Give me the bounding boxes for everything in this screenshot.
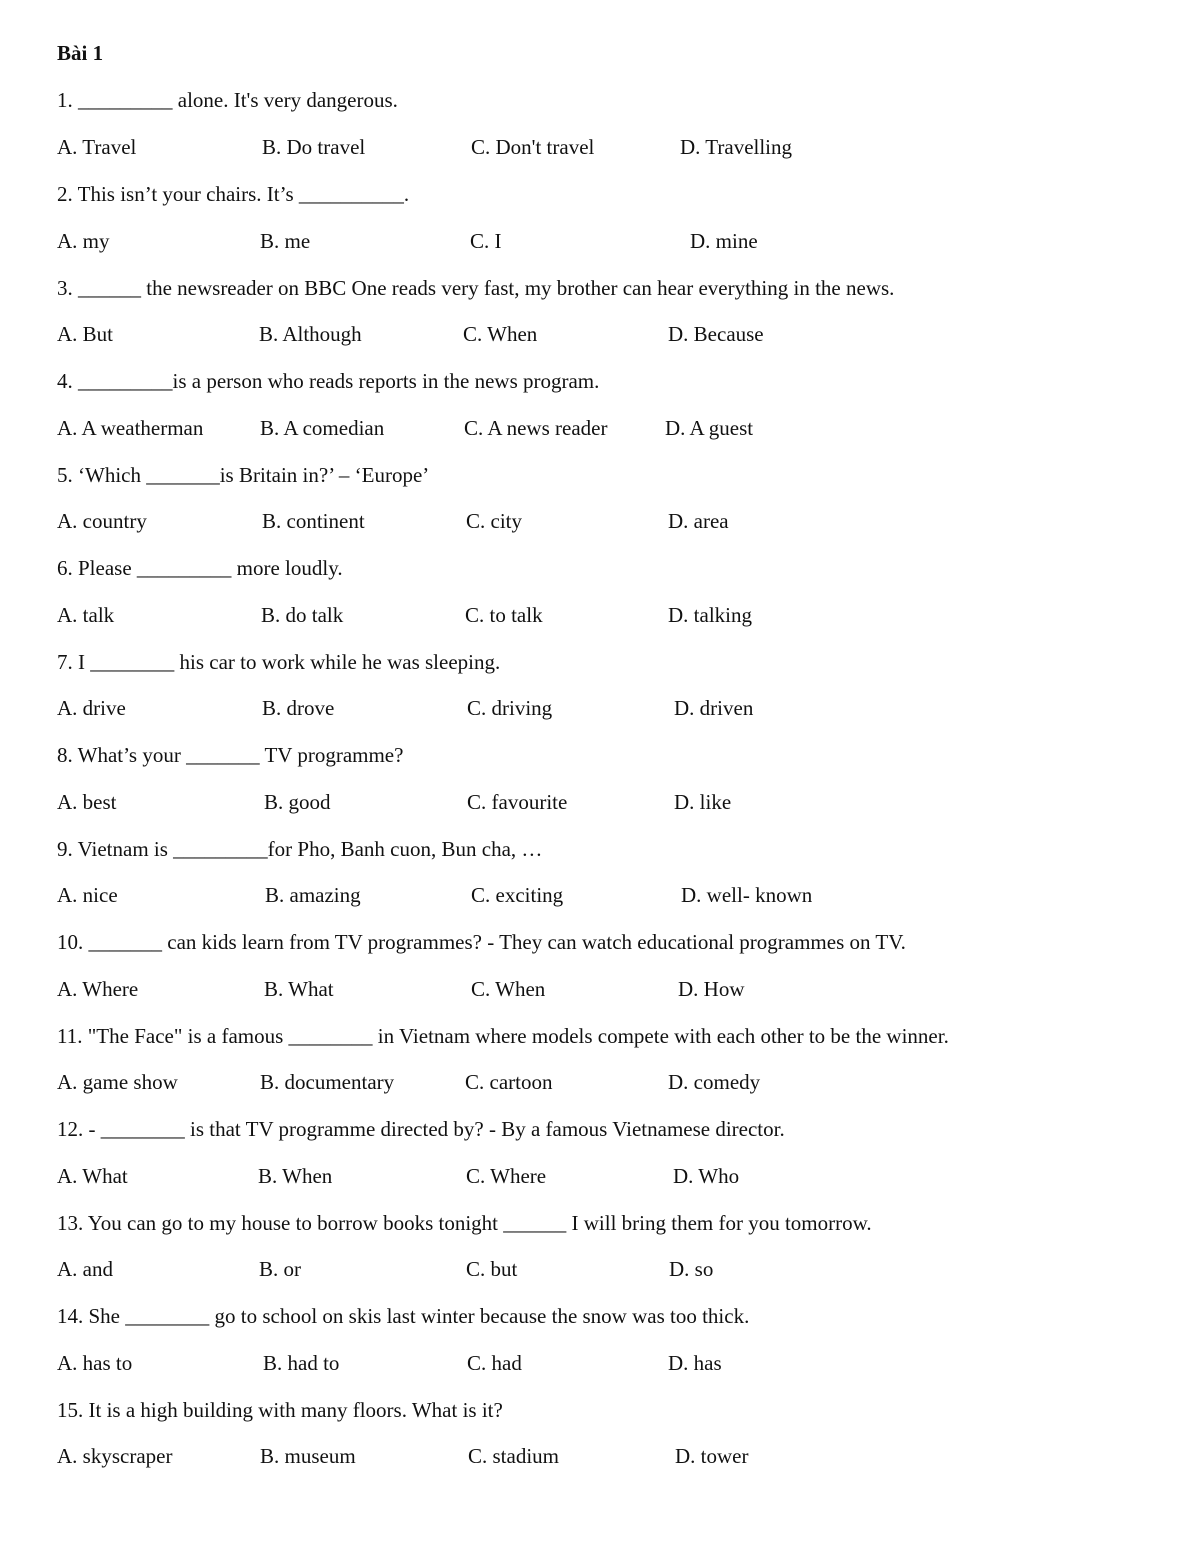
question-10: 10. _______ can kids learn from TV programmes? - They can watch educational programmes on TV. — [57, 930, 906, 954]
options-row-15 — [0, 1443, 1200, 1469]
question-7: 7. I ________ his car to work while he was sleeping. — [57, 650, 501, 674]
option-a: A. skyscraper — [57, 1444, 173, 1468]
option-d: D. tower — [675, 1444, 749, 1468]
option-a: A. What — [57, 1164, 128, 1188]
question-8: 8. What’s your _______ TV programme? — [57, 743, 404, 767]
option-a: A. country — [57, 509, 147, 533]
option-d: D. A guest — [665, 416, 754, 440]
options-row-12 — [0, 1163, 1200, 1189]
options-row-1 — [0, 134, 1200, 160]
option-d: D. Travelling — [680, 135, 793, 159]
option-c: C. Don't travel — [471, 135, 595, 159]
option-c: C. city — [466, 509, 522, 533]
option-c: C. driving — [467, 696, 553, 720]
option-b: B. museum — [260, 1444, 356, 1468]
option-a: A. my — [57, 229, 110, 253]
option-c: C. to talk — [465, 603, 543, 627]
option-d: D. well- known — [681, 883, 813, 907]
option-b: B. drove — [262, 696, 335, 720]
option-a: A. best — [57, 790, 117, 814]
option-c: C. favourite — [467, 790, 568, 814]
option-a: A. talk — [57, 603, 115, 627]
option-b: B. A comedian — [260, 416, 385, 440]
option-b: B. me — [260, 229, 311, 253]
options-row-10 — [0, 976, 1200, 1002]
options-row-14 — [0, 1350, 1200, 1376]
question-14: 14. She ________ go to school on skis last winter because the snow was too thick. — [57, 1304, 750, 1328]
option-a: A. game show — [57, 1070, 178, 1094]
option-a: A. Travel — [57, 135, 137, 159]
option-b: B. What — [264, 977, 334, 1001]
option-d: D. area — [668, 509, 729, 533]
question-5: 5. ‘Which _______is Britain in?’ – ‘Europe’ — [57, 463, 430, 487]
option-d: D. How — [678, 977, 745, 1001]
option-c: C. A news reader — [464, 416, 608, 440]
option-d: D. Who — [673, 1164, 740, 1188]
question-11: 11. "The Face" is a famous ________ in Vietnam where models compete with each other to be the winner. — [57, 1024, 949, 1048]
page-title: Bài 1 — [57, 41, 104, 65]
options-row-5 — [0, 508, 1200, 534]
option-b: B. good — [264, 790, 331, 814]
options-row-11 — [0, 1069, 1200, 1095]
option-d: D. so — [669, 1257, 714, 1281]
option-c: C. Where — [466, 1164, 547, 1188]
options-row-9 — [0, 882, 1200, 908]
option-a: A. and — [57, 1257, 113, 1281]
option-b: B. amazing — [265, 883, 361, 907]
options-row-4 — [0, 415, 1200, 441]
question-13: 13. You can go to my house to borrow books tonight ______ I will bring them for you tomorrow. — [57, 1211, 872, 1235]
option-b: B. or — [259, 1257, 301, 1281]
option-c: C. cartoon — [465, 1070, 553, 1094]
option-b: B. documentary — [260, 1070, 395, 1094]
question-1: 1. _________ alone. It's very dangerous. — [57, 88, 398, 112]
options-row-6 — [0, 602, 1200, 628]
option-b: B. had to — [263, 1351, 340, 1375]
option-c: C. exciting — [471, 883, 564, 907]
options-row-7 — [0, 695, 1200, 721]
option-b: B. do talk — [261, 603, 344, 627]
option-d: D. like — [674, 790, 732, 814]
option-a: A. But — [57, 322, 114, 346]
option-c: C. When — [471, 977, 546, 1001]
option-d: D. has — [668, 1351, 722, 1375]
option-d: D. driven — [674, 696, 754, 720]
option-b: B. When — [258, 1164, 333, 1188]
question-9: 9. Vietnam is _________for Pho, Banh cuon, Bun cha, … — [57, 837, 543, 861]
options-row-13 — [0, 1256, 1200, 1282]
option-d: D. mine — [690, 229, 758, 253]
options-row-3 — [0, 321, 1200, 347]
option-a: A. A weatherman — [57, 416, 204, 440]
question-3: 3. ______ the newsreader on BBC One reads very fast, my brother can hear everything in the news. — [57, 276, 895, 300]
question-15: 15. It is a high building with many floors. What is it? — [57, 1398, 503, 1422]
options-row-2 — [0, 228, 1200, 254]
option-a: A. drive — [57, 696, 126, 720]
question-4: 4. _________is a person who reads reports in the news program. — [57, 369, 600, 393]
question-6: 6. Please _________ more loudly. — [57, 556, 343, 580]
option-b: B. Although — [259, 322, 362, 346]
question-12: 12. - ________ is that TV programme directed by? - By a famous Vietnamese director. — [57, 1117, 785, 1141]
option-c: C. but — [466, 1257, 518, 1281]
option-a: A. nice — [57, 883, 118, 907]
option-c: C. When — [463, 322, 538, 346]
option-b: B. Do travel — [262, 135, 366, 159]
options-row-8 — [0, 789, 1200, 815]
option-c: C. had — [467, 1351, 522, 1375]
option-d: D. Because — [668, 322, 764, 346]
option-a: A. has to — [57, 1351, 133, 1375]
question-2: 2. This isn’t your chairs. It’s __________. — [57, 182, 410, 206]
option-c: C. I — [470, 229, 502, 253]
option-d: D. comedy — [668, 1070, 761, 1094]
option-a: A. Where — [57, 977, 139, 1001]
option-b: B. continent — [262, 509, 365, 533]
option-d: D. talking — [668, 603, 752, 627]
option-c: C. stadium — [468, 1444, 560, 1468]
